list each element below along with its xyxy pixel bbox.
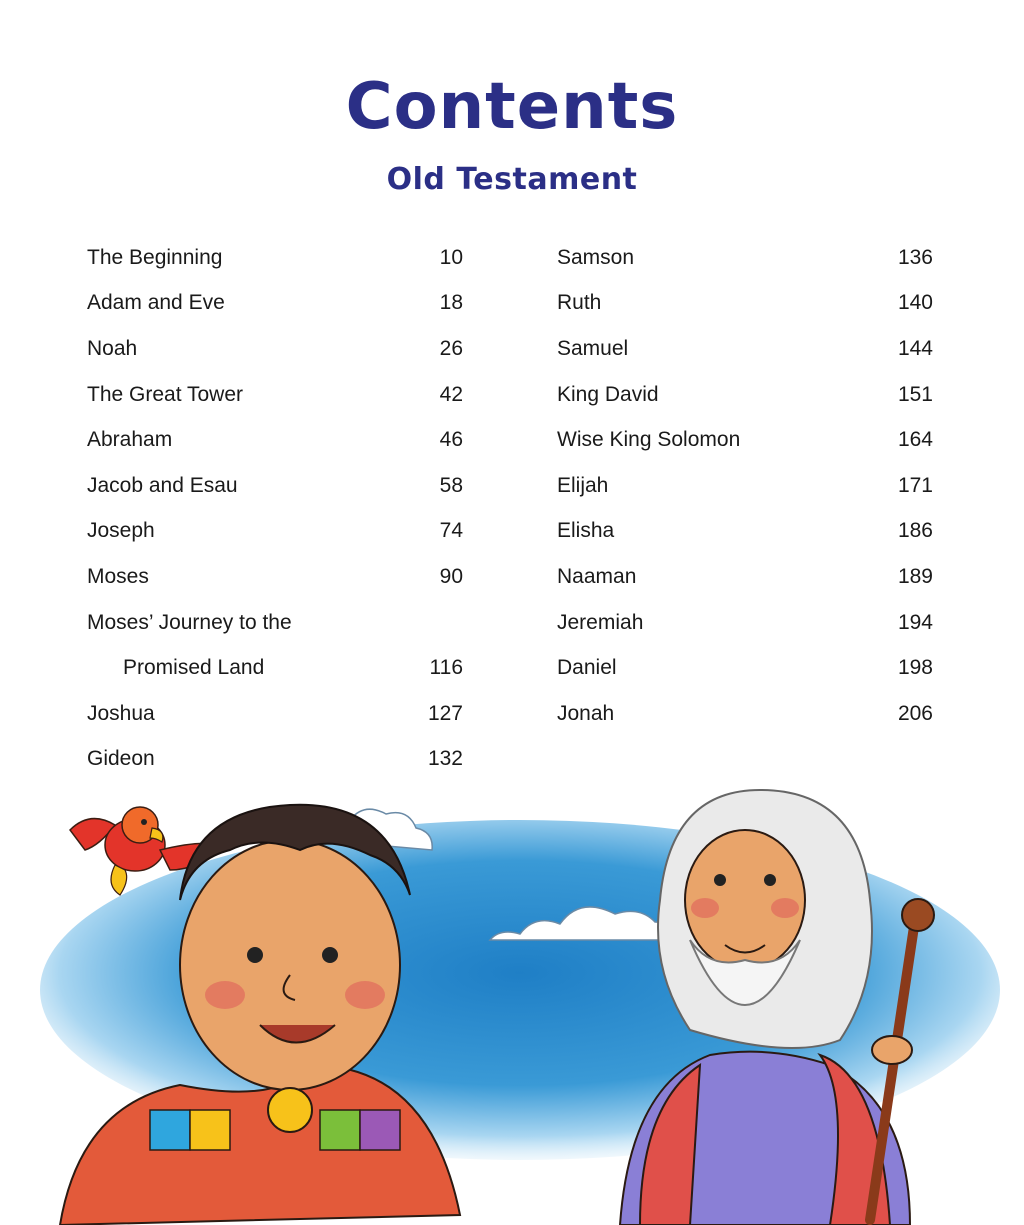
entry-title: Noah [87, 336, 138, 360]
entry-title: The Beginning [87, 245, 223, 269]
contents-right-column [557, 235, 933, 737]
entry-page: 58 [439, 473, 463, 497]
entry-page: 164 [897, 428, 933, 452]
contents-left-column [87, 235, 463, 782]
entry-title: Elisha [557, 519, 615, 543]
entry-page: 127 [427, 701, 463, 725]
entry-title: Joshua [87, 701, 155, 725]
entry-page: 136 [897, 245, 933, 269]
entry-title: Elijah [557, 473, 609, 497]
toc-entry[interactable] [87, 463, 463, 509]
entry-page: 90 [439, 564, 463, 588]
entry-page: 132 [427, 747, 463, 771]
page-title: Contents [345, 70, 679, 144]
illustration [0, 780, 1024, 1225]
entry-title: Abraham [87, 428, 173, 452]
toc-entry[interactable] [557, 645, 933, 691]
entry-page: 151 [897, 382, 933, 406]
entry-title: Jacob and Esau [87, 473, 238, 497]
entry-page: 189 [897, 564, 933, 588]
entry-title: Samson [557, 245, 635, 269]
toc-entry[interactable] [557, 372, 933, 418]
entry-title: Naaman [557, 564, 637, 588]
entry-page: 74 [439, 519, 463, 543]
toc-entry[interactable] [87, 554, 463, 600]
entry-page: 42 [439, 382, 463, 406]
entry-title: Wise King Solomon [557, 428, 741, 452]
entry-title: Promised Land [123, 656, 265, 680]
entry-title: Daniel [557, 656, 617, 680]
entry-title: Ruth [557, 291, 602, 315]
entry-page: 194 [897, 610, 933, 634]
entry-page: 26 [439, 336, 463, 360]
toc-entry[interactable] [557, 281, 933, 327]
toc-entry[interactable] [557, 509, 933, 555]
entry-title: Jonah [557, 701, 615, 725]
toc-entry[interactable] [87, 281, 463, 327]
entry-title: Samuel [557, 336, 629, 360]
entry-page: 186 [897, 519, 933, 543]
entry-title: Moses’ Journey to the [87, 610, 292, 634]
toc-entry[interactable] [87, 235, 463, 281]
entry-page: 198 [897, 656, 933, 680]
toc-entry[interactable] [87, 326, 463, 372]
entry-page: 46 [439, 428, 463, 452]
entry-title: Moses [87, 564, 149, 588]
entry-page: 206 [897, 701, 933, 725]
entry-page: 10 [439, 245, 463, 269]
entry-title: King David [557, 382, 659, 406]
toc-entry[interactable] [87, 417, 463, 463]
toc-entry[interactable] [557, 463, 933, 509]
entry-title: Joseph [87, 519, 155, 543]
entry-page: 116 [429, 656, 463, 680]
entry-title: The Great Tower [87, 382, 244, 406]
entry-page: 140 [897, 291, 933, 315]
section-title: Old Testament [386, 162, 638, 197]
toc-entry[interactable] [87, 737, 463, 783]
entry-title: Gideon [87, 747, 155, 771]
toc-entry[interactable] [87, 691, 463, 737]
toc-entry[interactable] [557, 554, 933, 600]
entry-page: 171 [897, 473, 933, 497]
entry-page: 144 [897, 336, 933, 360]
entry-title: Jeremiah [557, 610, 644, 634]
toc-entry[interactable] [557, 235, 933, 281]
entry-page: 18 [439, 291, 463, 315]
toc-entry[interactable] [557, 691, 933, 737]
toc-entry[interactable] [557, 600, 933, 646]
entry-title: Adam and Eve [87, 291, 225, 315]
toc-entry[interactable] [87, 600, 463, 646]
toc-entry[interactable] [557, 326, 933, 372]
toc-entry[interactable] [557, 417, 933, 463]
toc-entry[interactable] [87, 372, 463, 418]
toc-entry[interactable] [87, 645, 463, 691]
toc-entry[interactable] [87, 509, 463, 555]
